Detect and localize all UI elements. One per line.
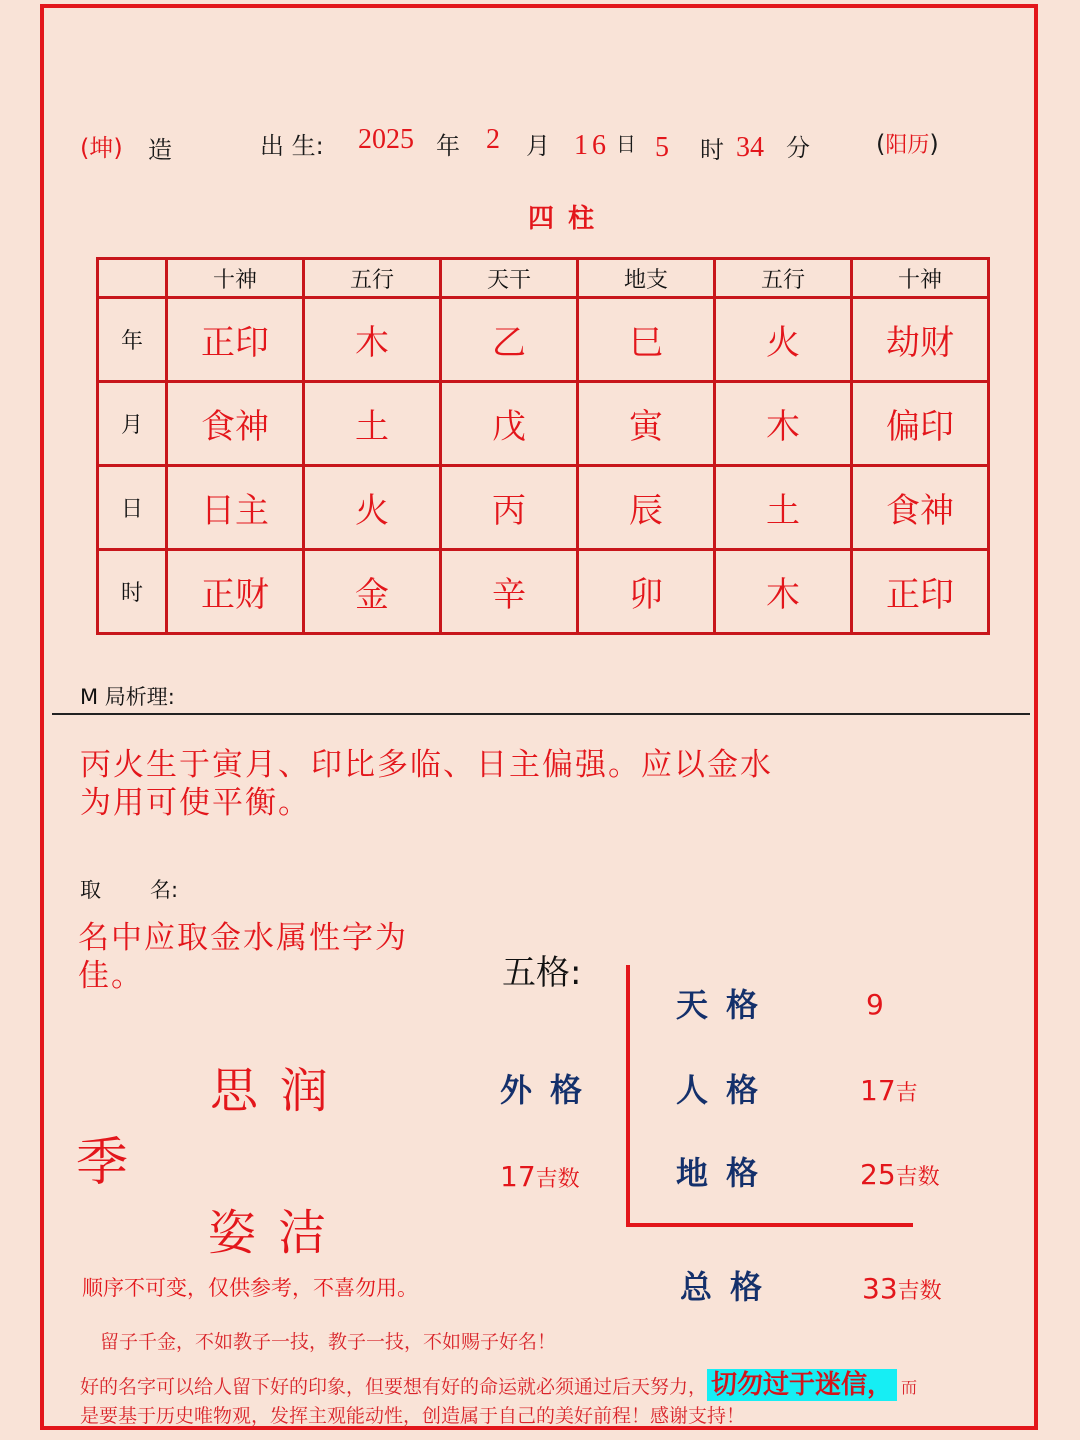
hour-unit: 时 (700, 136, 724, 164)
year-unit: 年 (436, 132, 460, 160)
table-cell: 乙 (441, 298, 578, 382)
total-grid-suffix: 吉数 (897, 1279, 942, 1304)
analysis-line-1: 丙火生于寅月、印比多临、日主偏强。应以金水 (80, 747, 773, 783)
column-header (98, 259, 167, 298)
birth-hour: 5 (655, 132, 669, 163)
total-grid-value (862, 1272, 942, 1305)
birth-label: 出 生: (260, 132, 324, 160)
given-name-option-1: 思润 (210, 1063, 351, 1119)
column-header: 地支 (578, 259, 715, 298)
row-label: 月 (98, 382, 167, 466)
table-cell: 土 (304, 382, 441, 466)
earth-grid-value (860, 1158, 940, 1191)
calendar-type (876, 128, 939, 159)
earth-grid-suffix: 吉数 (895, 1165, 940, 1190)
column-header: 五行 (715, 259, 852, 298)
total-grid-label: 总格 (680, 1268, 781, 1306)
table-cell: 丙 (441, 466, 578, 550)
table-cell: 金 (304, 550, 441, 634)
minute-unit: 分 (786, 134, 810, 162)
calendar-value: 阳历 (885, 133, 930, 158)
table-cell: 木 (304, 298, 441, 382)
gender-label: (坤) (80, 134, 123, 162)
table-cell: 正印 (167, 298, 304, 382)
given-name-option-2: 姿洁 (208, 1205, 349, 1261)
footer-line-2-end: 而 (901, 1378, 918, 1397)
heaven-grid-value (866, 988, 884, 1021)
person-grid-value (860, 1074, 918, 1107)
month-unit: 月 (526, 132, 550, 160)
birth-month: 2 (486, 124, 500, 155)
table-cell: 辰 (578, 466, 715, 550)
person-grid-number: 17 (860, 1074, 896, 1107)
earth-grid-label: 地格 (676, 1154, 777, 1192)
analysis-label: M 局析理: (80, 685, 175, 709)
naming-advice-line-2: 佳。 (78, 958, 144, 994)
naming-advice-line-1: 名中应取金水属性字为 (78, 920, 408, 956)
table-cell: 木 (715, 550, 852, 634)
table-cell: 辛 (441, 550, 578, 634)
table-row (98, 466, 989, 550)
heaven-grid-label: 天格 (676, 986, 777, 1024)
naming-note: 顺序不可变，仅供参考，不喜勿用。 (82, 1276, 418, 1300)
highlight-warning: 切勿过于迷信， (707, 1369, 897, 1401)
table-row (98, 382, 989, 466)
outer-grid-label: 外格 (500, 1071, 601, 1109)
footer-line-2-text: 好的名字可以给人留下好的印象，但要想有好的命运就必须通过后天努力， (80, 1376, 708, 1398)
table-header-row (98, 259, 989, 298)
birth-day: 16 (574, 130, 610, 161)
row-label: 日 (98, 466, 167, 550)
outer-grid-value (500, 1160, 580, 1193)
surname: 季 (76, 1133, 129, 1193)
birth-year: 2025 (358, 124, 414, 155)
earth-grid-number: 25 (860, 1158, 896, 1191)
day-unit: 日 (616, 132, 636, 156)
bracket-vertical-line (626, 965, 630, 1227)
column-header: 天干 (441, 259, 578, 298)
table-cell: 火 (715, 298, 852, 382)
person-grid-label: 人格 (676, 1071, 777, 1109)
table-cell: 巳 (578, 298, 715, 382)
wuge-title: 五格: (502, 953, 582, 993)
table-cell: 偏印 (852, 382, 989, 466)
table-cell: 卯 (578, 550, 715, 634)
footer-line-2 (80, 1364, 917, 1401)
column-header: 五行 (304, 259, 441, 298)
table-cell: 正财 (167, 550, 304, 634)
analysis-line-2: 为用可使平衡。 (80, 785, 311, 821)
table-cell: 寅 (578, 382, 715, 466)
row-label: 年 (98, 298, 167, 382)
table-cell: 日主 (167, 466, 304, 550)
total-grid-number: 33 (862, 1272, 898, 1305)
person-grid-suffix: 吉 (895, 1081, 918, 1106)
table-cell: 食神 (167, 382, 304, 466)
footer-line-1: 留子千金，不如教子一技，教子一技，不如赐子好名！ (100, 1331, 557, 1353)
calendar-open-paren: ( (876, 130, 886, 158)
gender-suffix: 造 (148, 136, 172, 164)
birth-minute: 34 (736, 132, 764, 163)
four-pillars-table (96, 257, 990, 635)
calendar-close-paren: ) (929, 130, 939, 158)
table-cell: 土 (715, 466, 852, 550)
naming-label-b: 名: (150, 878, 179, 902)
table-cell: 食神 (852, 466, 989, 550)
outer-grid-number: 17 (500, 1160, 536, 1193)
table-cell: 正印 (852, 550, 989, 634)
four-pillars-title: 四柱 (528, 204, 609, 234)
section-divider (52, 713, 1030, 715)
column-header: 十神 (852, 259, 989, 298)
table-cell: 戊 (441, 382, 578, 466)
table-row (98, 298, 989, 382)
table-cell: 木 (715, 382, 852, 466)
footer-line-3: 是要基于历史唯物观，发挥主观能动性，创造属于自己的美好前程！感谢支持！ (80, 1405, 746, 1427)
naming-label-a: 取 (80, 878, 101, 902)
bracket-horizontal-line (626, 1223, 913, 1227)
table-cell: 火 (304, 466, 441, 550)
table-row (98, 550, 989, 634)
table-cell: 劫财 (852, 298, 989, 382)
outer-grid-suffix: 吉数 (535, 1167, 580, 1192)
heaven-grid-number: 9 (866, 988, 884, 1021)
column-header: 十神 (167, 259, 304, 298)
row-label: 时 (98, 550, 167, 634)
